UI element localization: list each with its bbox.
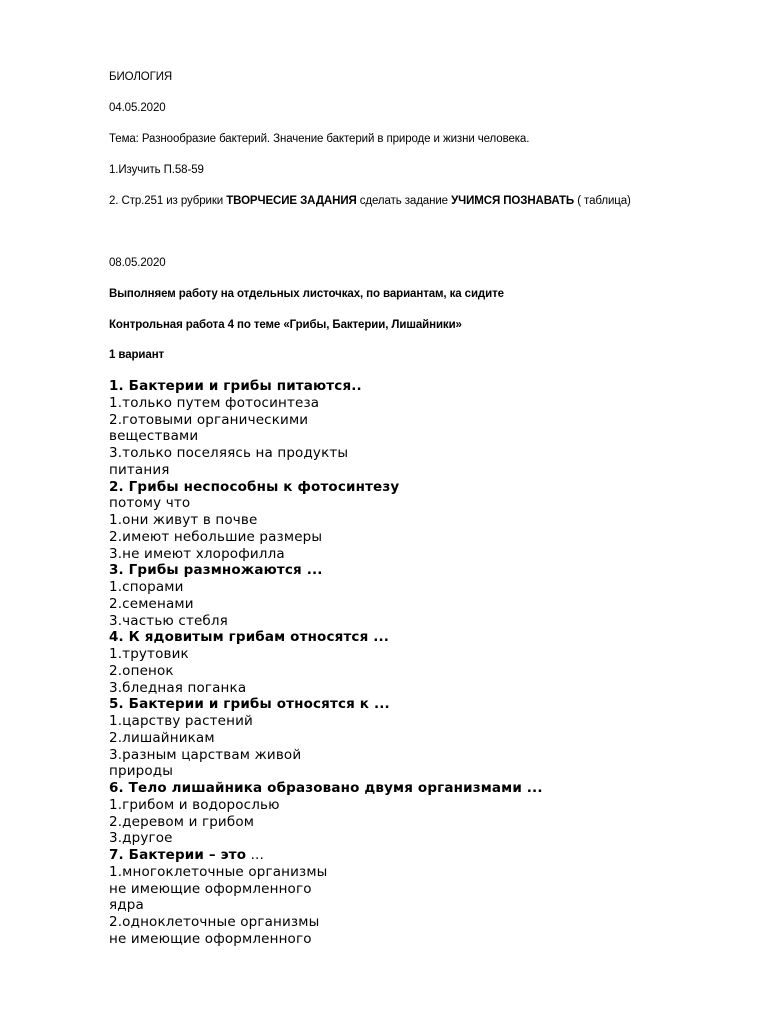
task-creative-rubric: ТВОРЧЕСИЕ ЗАДАНИЯ bbox=[226, 195, 357, 207]
quiz-answer-text: 1.они живут в почве bbox=[109, 512, 258, 528]
task-study-paragraphs: 1.Изучить П.58-59 bbox=[109, 164, 204, 176]
quiz-question-text: 3. Грибы размножаются ... bbox=[109, 562, 323, 579]
task-creative-mid: сделать задание bbox=[356, 195, 452, 207]
quiz-answer-text: 2.деревом и грибом bbox=[109, 813, 255, 830]
quiz-question bbox=[109, 780, 709, 797]
date-second: 08.05.2020 bbox=[109, 257, 166, 269]
quiz-answer-line bbox=[109, 428, 709, 445]
quiz-question bbox=[109, 479, 709, 496]
lesson-topic: Тема: Разнообразие бактерий. Значение бактерий в природе и жизни человека. bbox=[109, 133, 530, 145]
quiz-answer-text: 3.частью стебля bbox=[109, 612, 228, 629]
quiz-question-text: 4. К ядовитым грибам относятся ... bbox=[109, 629, 390, 646]
quiz-answer-line bbox=[109, 546, 709, 563]
quiz-answer-line bbox=[109, 395, 709, 412]
quiz-answer-line bbox=[109, 579, 709, 596]
quiz-answer-line bbox=[109, 730, 709, 747]
quiz-answer-line bbox=[109, 529, 709, 546]
quiz-answer-text: ядра bbox=[109, 897, 144, 914]
quiz-questions bbox=[109, 378, 709, 948]
quiz-answer-text: 3.только поселяясь на продукты bbox=[109, 445, 349, 461]
quiz-answer-text: 2.имеют небольшие размеры bbox=[109, 528, 323, 545]
test-title: Контрольная работа 4 по теме «Грибы, Бактерии, Лишайники» bbox=[109, 319, 462, 331]
quiz-answer-text: 1.спорами bbox=[109, 579, 184, 595]
quiz-question bbox=[109, 696, 709, 713]
quiz-answer-text: питания bbox=[109, 461, 170, 478]
quiz-answer-line bbox=[109, 830, 709, 847]
quiz-answer-line bbox=[109, 814, 709, 831]
quiz-answer-line bbox=[109, 897, 709, 914]
quiz-answer-line bbox=[109, 613, 709, 630]
variant-label: 1 вариант bbox=[109, 349, 165, 361]
task-creative bbox=[109, 194, 631, 208]
quiz-answer-line bbox=[109, 864, 709, 881]
quiz-answer-text: потому что bbox=[109, 495, 191, 512]
quiz-answer-text: 2.опенок bbox=[109, 662, 174, 679]
quiz-answer-text: природы bbox=[109, 763, 174, 780]
quiz-answer-text: не имеющие оформленного bbox=[109, 930, 312, 947]
quiz-question-text: 6. Тело лишайника образовано двумя организмами ... bbox=[109, 780, 543, 796]
quiz-answer-line bbox=[109, 663, 709, 680]
date-first: 04.05.2020 bbox=[109, 102, 166, 114]
quiz-answer-line bbox=[109, 646, 709, 663]
quiz-answer-text: веществами bbox=[109, 428, 199, 445]
quiz-question-text: 5. Бактерии и грибы относятся к ... bbox=[109, 696, 390, 713]
quiz-answer-text: 2.семенами bbox=[109, 595, 194, 612]
task-creative-suffix: ( таблица) bbox=[574, 195, 631, 207]
quiz-answer-line bbox=[109, 462, 709, 479]
quiz-answer-line bbox=[109, 713, 709, 730]
quiz-question bbox=[109, 847, 709, 864]
quiz-answer-text: 1.грибом и водорослью bbox=[109, 796, 280, 813]
quiz-answer-text: 3.не имеют хлорофилла bbox=[109, 545, 285, 562]
quiz-answer-line bbox=[109, 680, 709, 697]
quiz-answer-line bbox=[109, 797, 709, 814]
task-creative-assignment: УЧИМСЯ ПОЗНАВАТЬ bbox=[451, 195, 575, 207]
quiz-answer-text: не имеющие оформленного bbox=[109, 880, 312, 897]
quiz-answer-line bbox=[109, 445, 709, 462]
quiz-question-text: 1. Бактерии и грибы питаются.. bbox=[109, 378, 362, 394]
quiz-question-text: 2. Грибы неспособны к фотосинтезу bbox=[109, 478, 400, 495]
quiz-answer-text: 3.разным царствам живой bbox=[109, 746, 302, 763]
quiz-answer-line bbox=[109, 881, 709, 898]
quiz-answer-line bbox=[109, 412, 709, 429]
quiz-answer-line bbox=[109, 763, 709, 780]
quiz-answer-text: 3.бледная поганка bbox=[109, 679, 247, 696]
task-creative-prefix: 2. Стр.251 из рубрики bbox=[109, 195, 227, 207]
work-instruction: Выполняем работу на отдельных листочках, по вариантам, ка сидите bbox=[109, 288, 504, 300]
subject-heading: БИОЛОГИЯ bbox=[109, 71, 173, 83]
quiz-question bbox=[109, 562, 709, 579]
quiz-answer-text: 2.лишайникам bbox=[109, 729, 215, 746]
quiz-answer-text: 2.готовыми органическими bbox=[109, 411, 309, 428]
quiz-answer-line bbox=[109, 747, 709, 764]
quiz-answer-text: 1.многоклеточные организмы bbox=[109, 863, 328, 880]
quiz-answer-line bbox=[109, 914, 709, 931]
quiz-answer-text: 1.трутовик bbox=[109, 646, 189, 662]
quiz-answer-line bbox=[109, 495, 709, 512]
quiz-question bbox=[109, 629, 709, 646]
quiz-answer-text: 1.только путем фотосинтеза bbox=[109, 394, 320, 411]
quiz-answer-line bbox=[109, 596, 709, 613]
quiz-question-ellipsis: ... bbox=[246, 847, 264, 863]
quiz-answer-text: 1.царству растений bbox=[109, 713, 253, 729]
quiz-answer-line bbox=[109, 931, 709, 948]
quiz-answer-text: 3.другое bbox=[109, 830, 173, 847]
quiz-question-text: 7. Бактерии – это bbox=[109, 847, 247, 863]
quiz-answer-line bbox=[109, 512, 709, 529]
quiz-question bbox=[109, 378, 709, 395]
quiz-answer-text: 2.одноклеточные организмы bbox=[109, 914, 320, 930]
